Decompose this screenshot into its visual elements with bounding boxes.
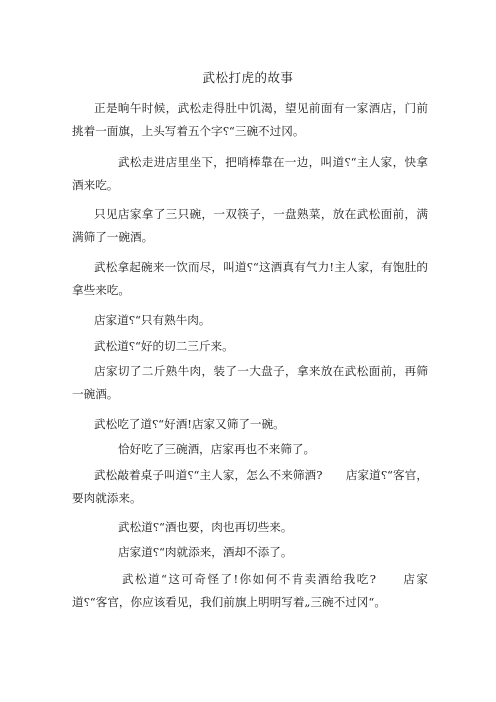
paragraph: 只见店家拿了三只碗，一双筷子，一盘熟菜，放在武松面前，满满筛了一碗酒。: [72, 207, 428, 244]
paragraph: 武松敲着桌子叫道⸮“主人家，怎么不来筛酒? 店家道⸮“客官，要肉就添来。: [72, 468, 428, 505]
paragraph: 武松走进店里坐下，把哨棒靠在一边，叫道⸮“主人家，快拿酒来吃。: [72, 155, 428, 192]
paragraph: 店家道⸮“肉就添来，酒却不添了。: [118, 545, 293, 559]
paragraph: 店家道⸮“只有熟牛肉。: [94, 313, 211, 327]
paragraph: 武松道“这可奇怪了!你如何不肯卖酒给我吃? 店家道⸮“客官，你应该看见，我们前旗上明明写着„三碗不过冈“。: [72, 572, 428, 609]
paragraph: 武松道⸮“好的切二三斤来。: [94, 339, 234, 353]
paragraph: 正是晌午时候，武松走得肚中饥渴，望见前面有一家酒店，门前挑着一面旗，上头写着五个字⸮“三碗不过冈。: [72, 101, 428, 138]
paragraph: 恰好吃了三碗酒，店家再也不来筛了。: [118, 442, 316, 456]
paragraph: 武松吃了道⸮“好酒!店家又筛了一碗。: [94, 417, 285, 431]
paragraph: 武松道⸮“酒也要，肉也再切些来。: [118, 520, 293, 534]
document-title: 武松打虎的故事: [202, 70, 294, 85]
paragraph: 店家切了二斤熟牛肉，装了一大盘子，拿来放在武松面前，再筛一碗酒。: [72, 364, 428, 401]
paragraph: 武松拿起碗来一饮而尽，叫道⸮“这酒真有气力!主人家，有饱肚的拿些来吃。: [72, 260, 428, 297]
